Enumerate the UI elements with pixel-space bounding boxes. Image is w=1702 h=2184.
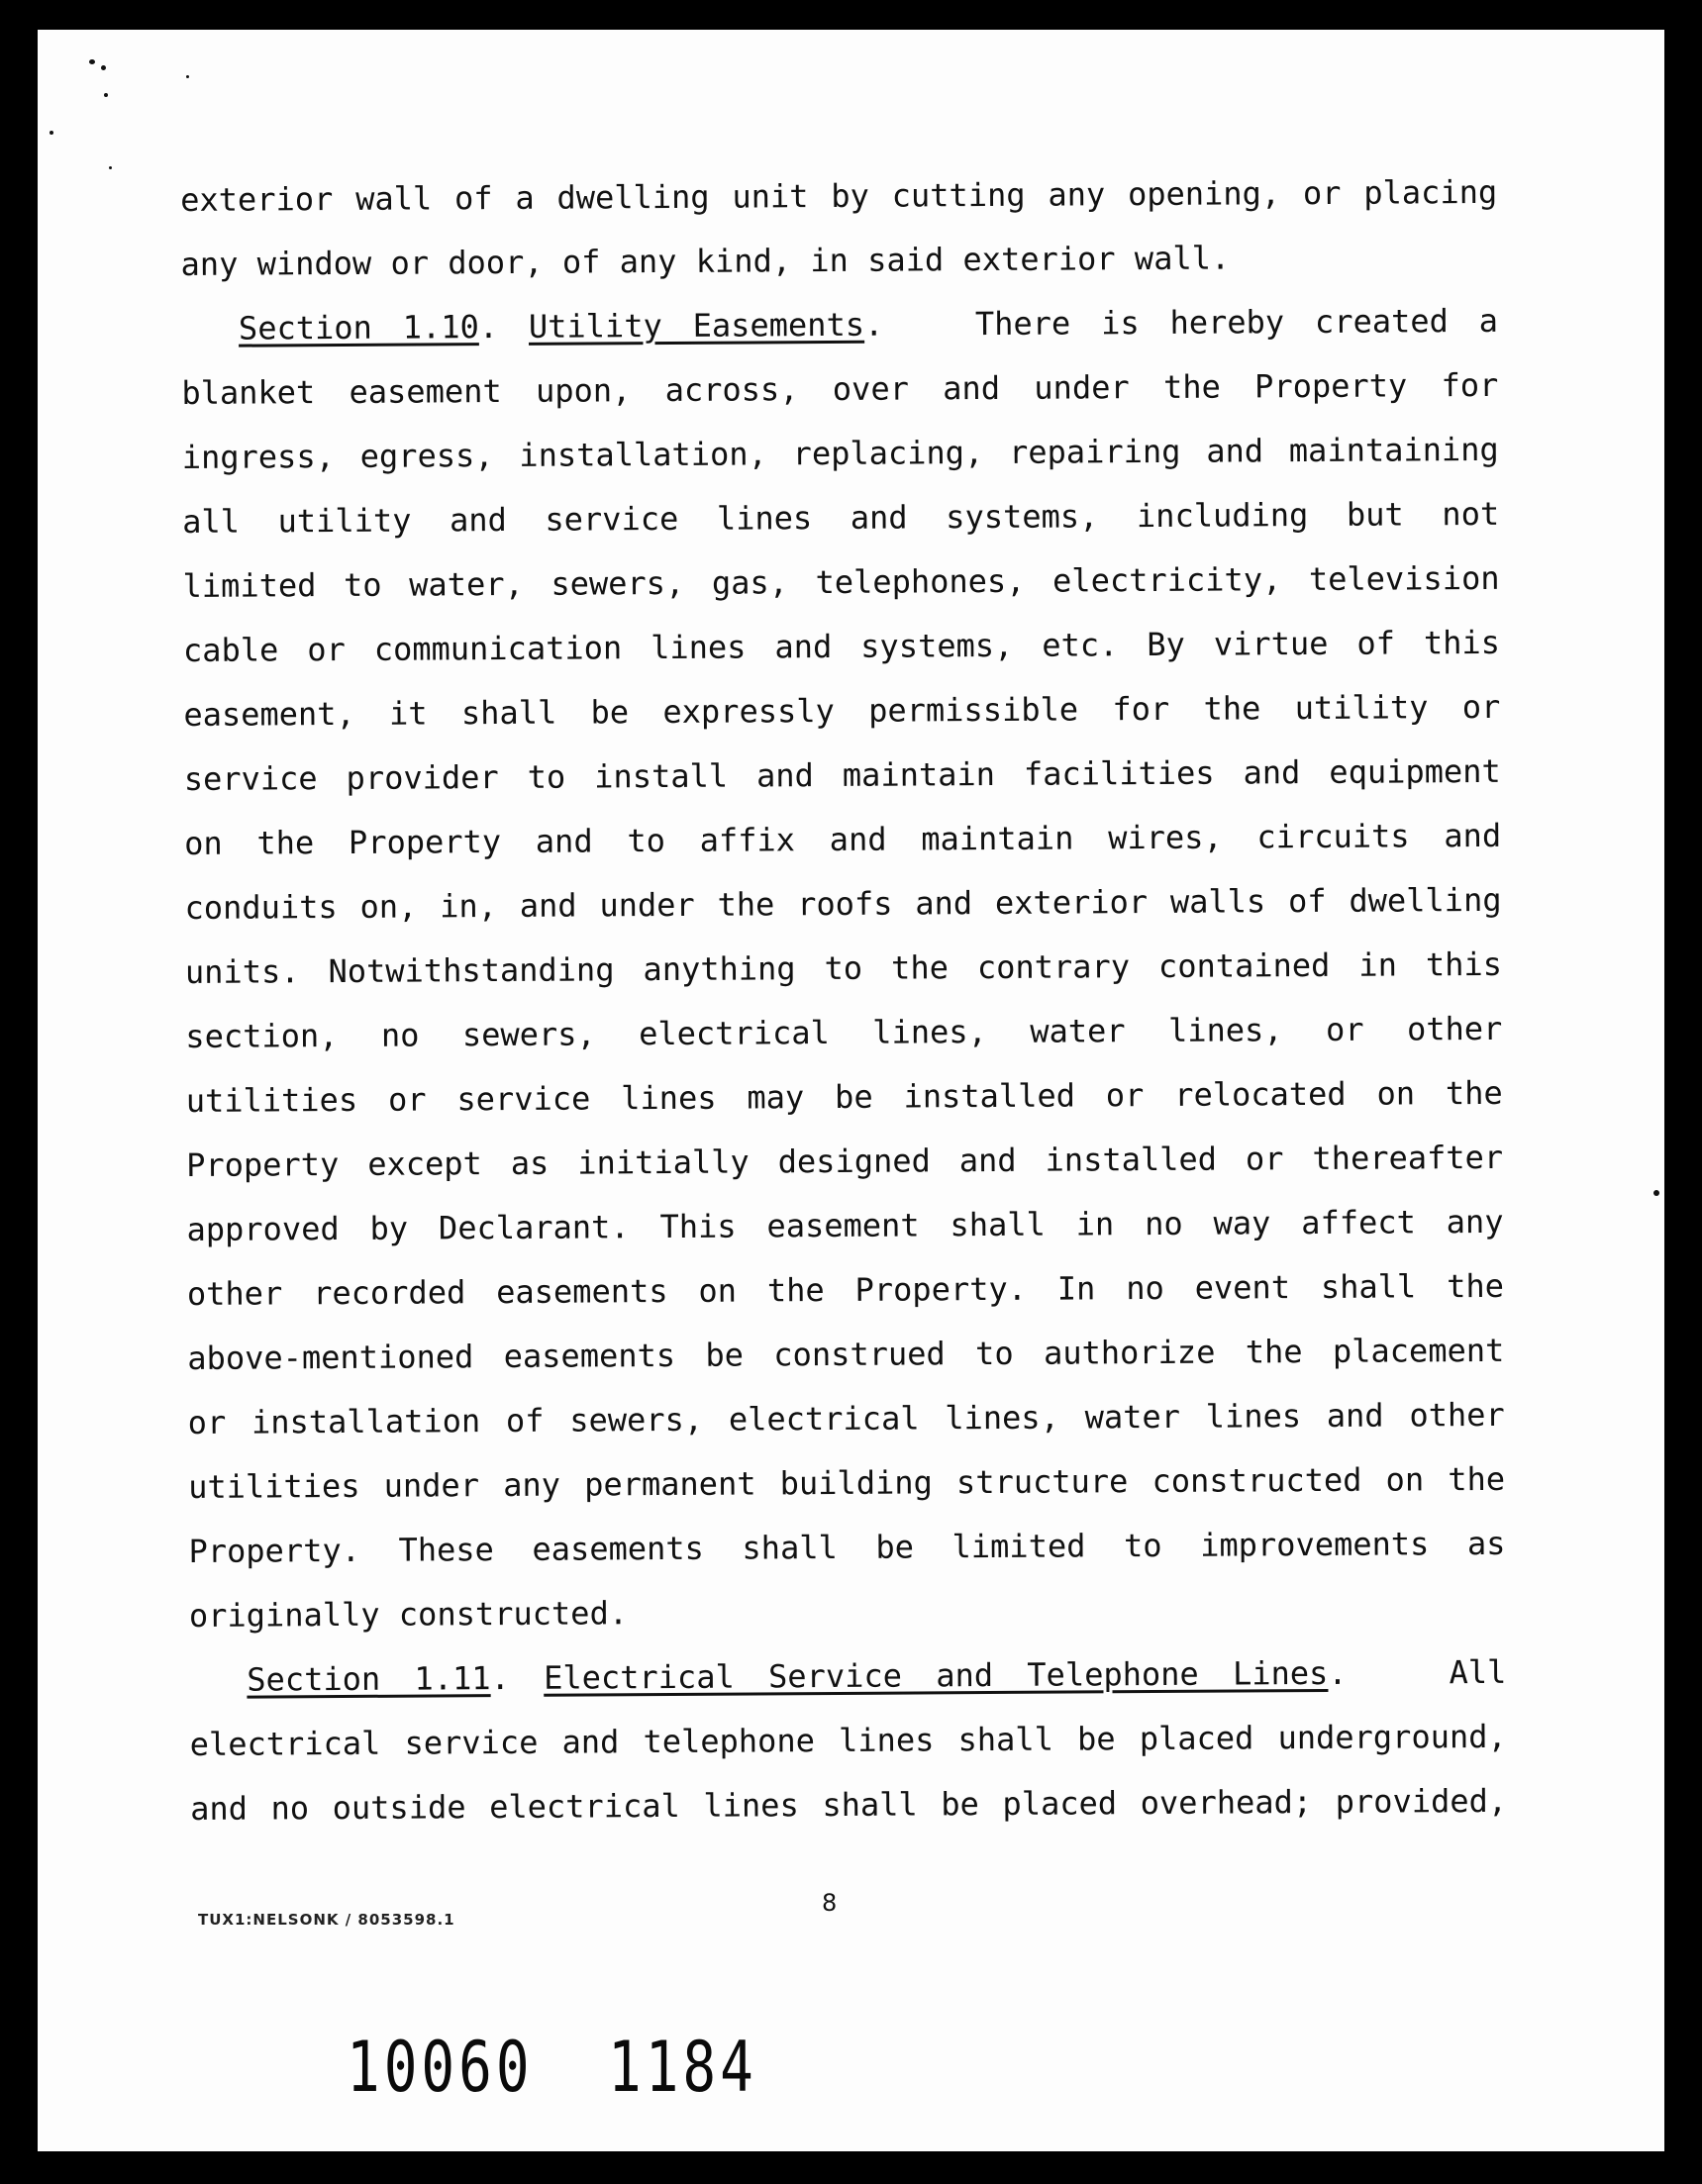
- text-line: above-mentioned easements be construed to authorize the placement: [187, 1331, 1505, 1377]
- scan-speck: [101, 65, 106, 70]
- section-first-line-text: There is hereby created a: [974, 301, 1499, 344]
- section-heading-1-11: Section 1.11. Electrical Service and Telephone Lines. All: [247, 1652, 1507, 1699]
- text-line: exterior wall of a dwelling unit by cutting any opening, or placing: [180, 172, 1498, 219]
- text-line: service provider to install and maintain facilities and equipment: [183, 751, 1501, 798]
- section-heading-1-10: Section 1.10. Utility Easements. There is hereby created a: [238, 301, 1499, 347]
- section-number: Section 1.10: [238, 308, 479, 347]
- text-line: all utility and service lines and systems, including but not: [182, 494, 1500, 541]
- text-line: electrical service and telephone lines shall be placed underground,: [189, 1717, 1507, 1763]
- section-title: Electrical Service and Telephone Lines: [544, 1653, 1329, 1697]
- text-line: originally constructed.: [188, 1594, 629, 1635]
- text-line: on the Property and to affix and maintain wires, circuits and: [184, 816, 1502, 862]
- text-line: other recorded easements on the Property. In no event shall the: [186, 1266, 1505, 1313]
- text-line: Property. These easements shall be limited to improvements as: [188, 1524, 1506, 1570]
- section-first-line-text: All: [1449, 1652, 1507, 1692]
- scan-speck: [109, 166, 112, 169]
- scan-speck: [186, 75, 189, 78]
- document-id-footer: TUX1:NELSONK / 8053598.1: [198, 1911, 455, 1929]
- text-line: approved by Declarant. This easement shall in no way affect any: [186, 1202, 1504, 1248]
- page-number: 8: [822, 1889, 838, 1917]
- scan-speck: [50, 131, 53, 135]
- text-line: blanket easement upon, across, over and under the Property for: [181, 365, 1499, 412]
- text-line: Property except as initially designed and installed or thereafter: [186, 1138, 1504, 1184]
- text-line: ingress, egress, installation, replacing, repairing and maintaining: [181, 430, 1499, 476]
- text-line: utilities or service lines may be installed or relocated on the: [185, 1073, 1503, 1120]
- text-line: cable or communication lines and systems, etc. By virtue of this: [182, 623, 1501, 669]
- scan-speck: [1653, 1190, 1659, 1196]
- text-line: units. Notwithstanding anything to the contrary contained in this: [184, 944, 1503, 991]
- section-title: Utility Easements: [528, 305, 865, 346]
- text-line: any window or door, of any kind, in said exterior wall.: [180, 239, 1231, 283]
- scan-speck: [104, 93, 108, 97]
- text-line: conduits on, in, and under the roofs and exterior walls of dwelling: [184, 880, 1502, 927]
- document-body: [180, 160, 1507, 1841]
- text-line: limited to water, sewers, gas, telephones, electricity, television: [182, 558, 1500, 605]
- text-line: easement, it shall be expressly permissible for the utility or: [183, 687, 1501, 734]
- text-line: section, no sewers, electrical lines, water lines, or other: [185, 1009, 1503, 1055]
- text-line: or installation of sewers, electrical lines, water lines and other: [187, 1395, 1505, 1441]
- text-line: utilities under any permanent building structure constructed on the: [188, 1459, 1506, 1506]
- section-number: Section 1.11: [247, 1659, 491, 1699]
- scan-speck: [89, 59, 95, 64]
- book-page-stamp: 10060 1184: [347, 2028, 757, 2109]
- text-line: and no outside electrical lines shall be placed overhead; provided,: [190, 1781, 1508, 1828]
